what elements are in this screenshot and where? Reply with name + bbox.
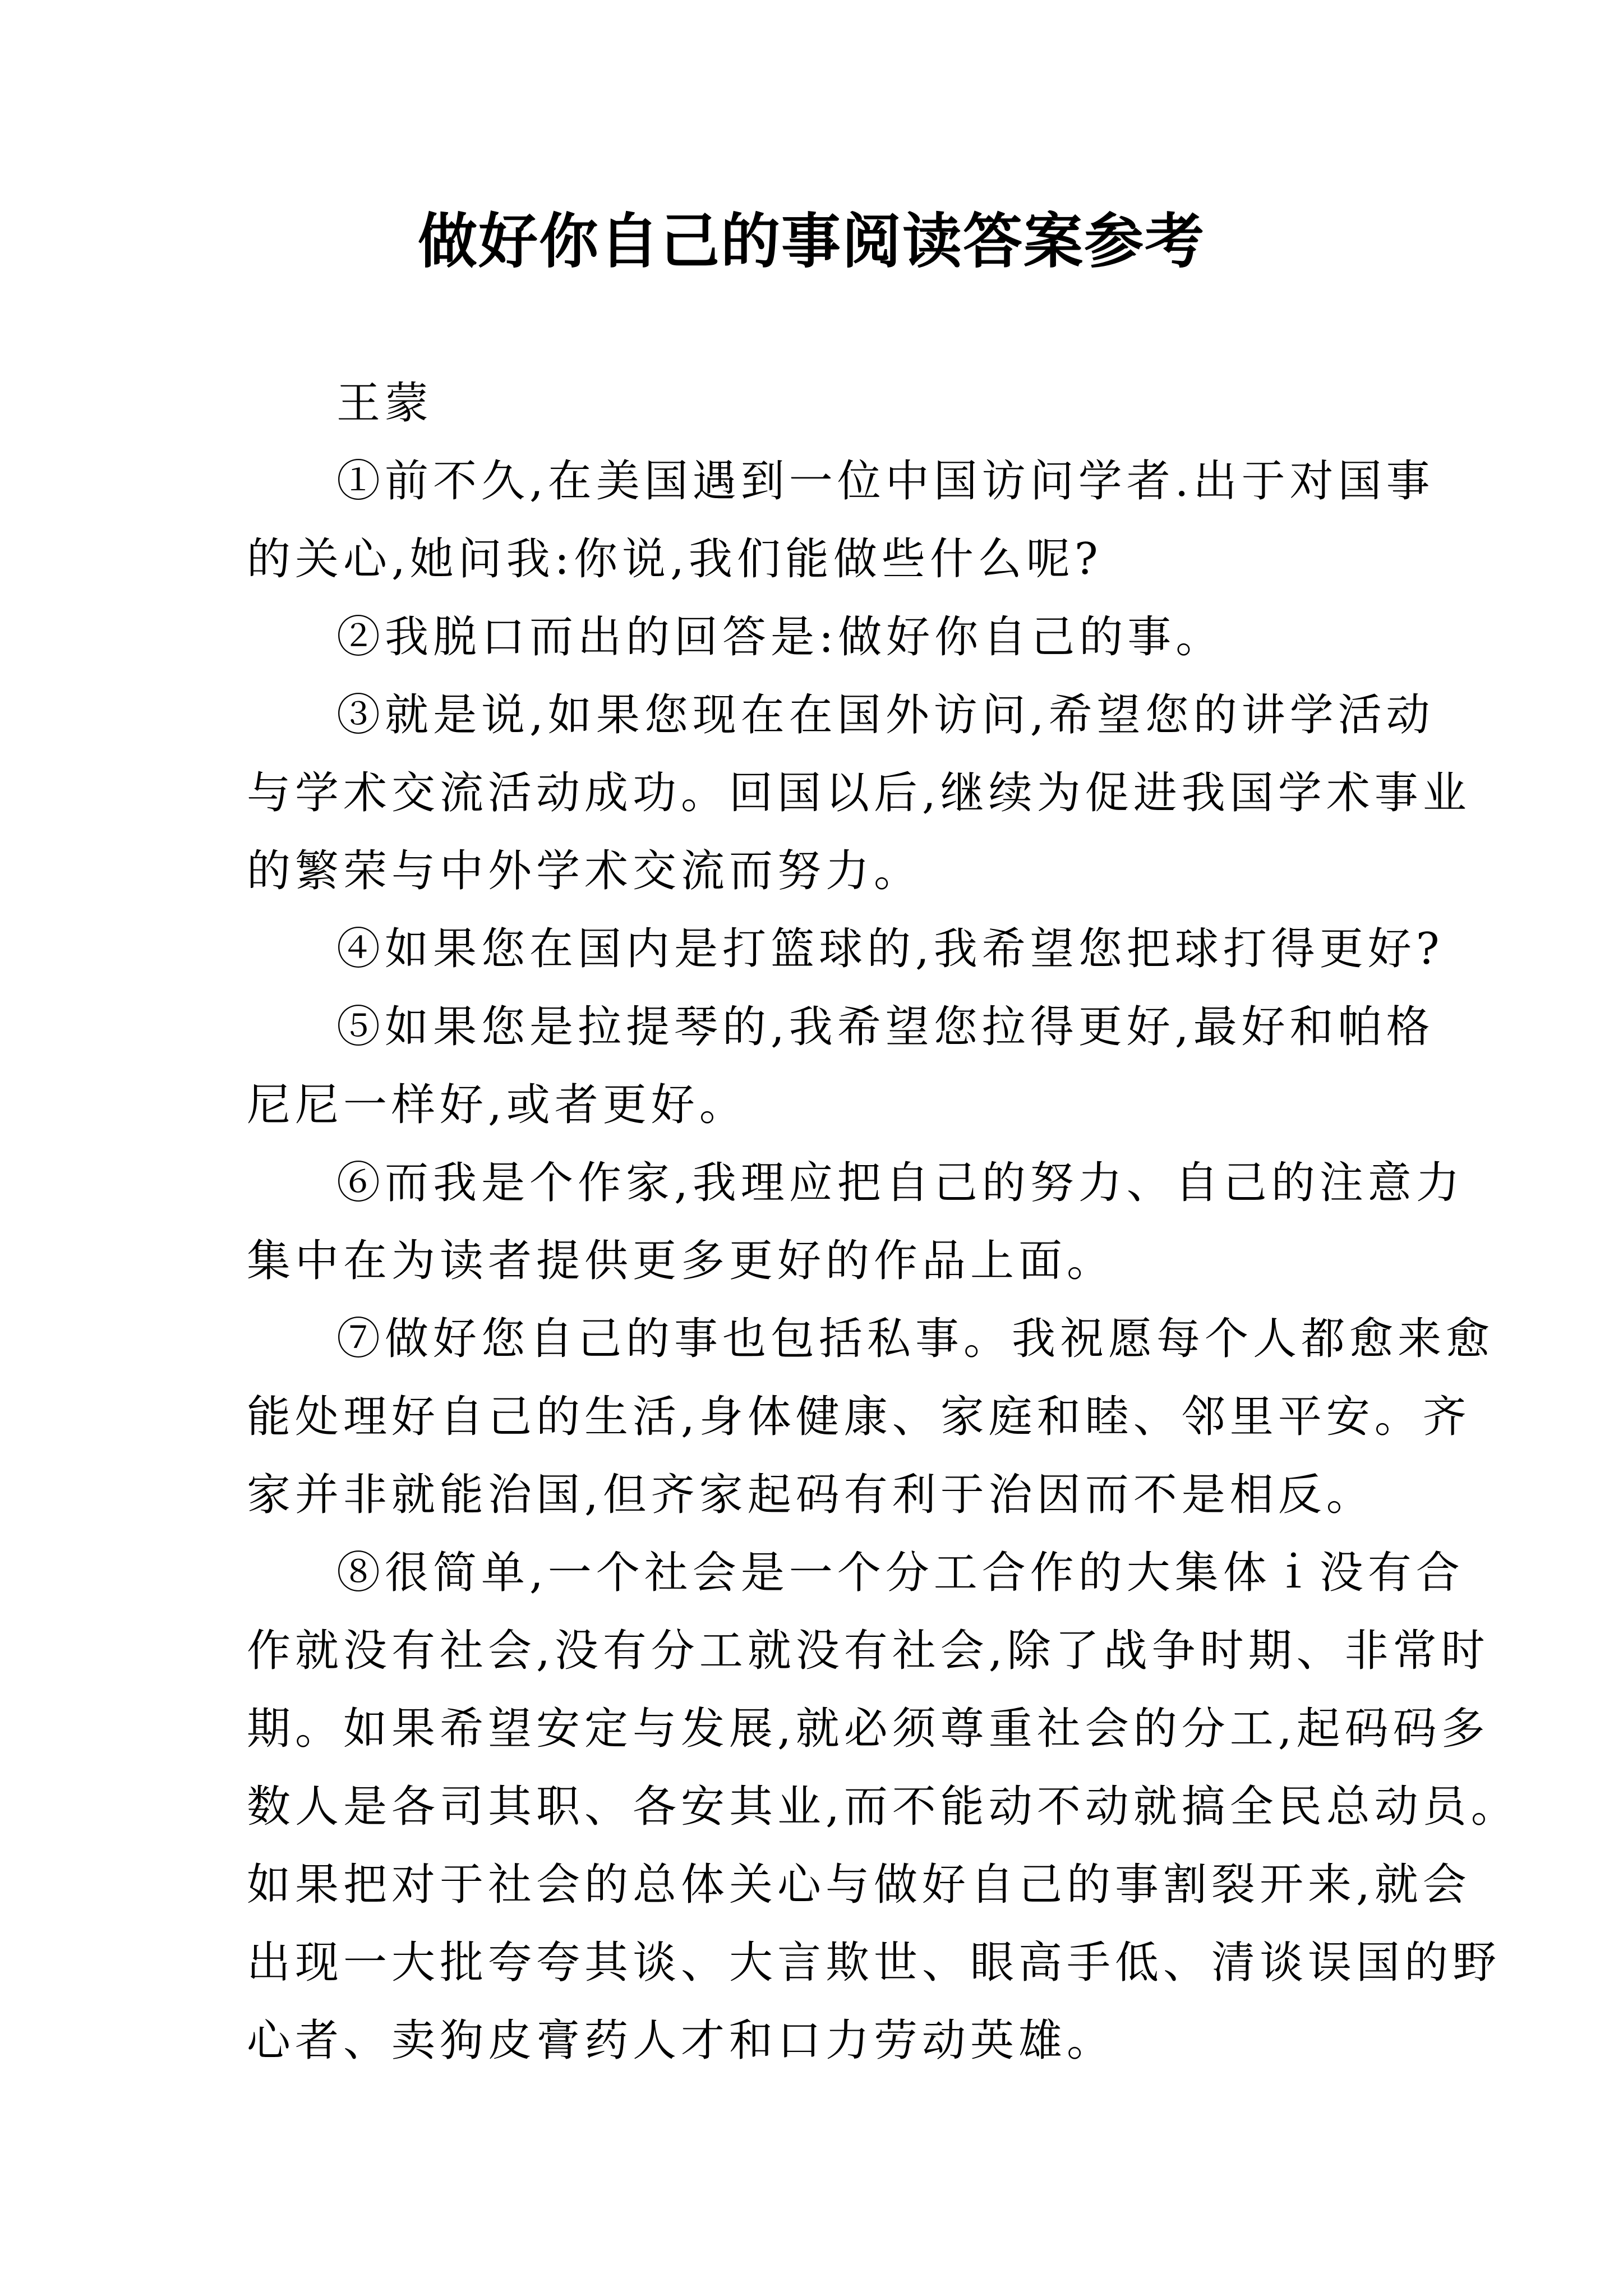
text-line: 的关心,她问我:你说,我们能做些什么呢?: [247, 534, 1103, 585]
text-line: 出现一大批夸夸其谈、大言欺世、眼高手低、清谈误国的野: [247, 1938, 1501, 1988]
text-line: 作就没有社会,没有分工就没有社会,除了战争时期、非常时: [247, 1626, 1490, 1676]
text-line: ①前不久,在美国遇到一位中国访问学者.出于对国事: [336, 456, 1435, 507]
text-line: 期。如果希望安定与发展,就必须尊重社会的分工,起码码多: [247, 1704, 1490, 1754]
text-line: 心者、卖狗皮膏药人才和口力劳动英雄。: [247, 2016, 1115, 2066]
article-body: [247, 365, 1519, 2080]
text-line: ⑧很简单,一个社会是一个分工合作的大集体ｉ没有合: [336, 1548, 1464, 1598]
text-line: 能处理好自己的生活,身体健康、家庭和睦、邻里平安。齐: [247, 1392, 1471, 1442]
text-line: 家并非就能治国,但齐家起码有利于治因而不是相反。: [247, 1470, 1375, 1520]
text-line: 的繁荣与中外学术交流而努力。: [247, 846, 923, 896]
text-line: ③就是说,如果您现在在国外访问,希望您的讲学活动: [336, 690, 1435, 740]
text-line: 数人是各司其职、各安其业,而不能动不动就搞全民总动员。: [247, 1782, 1519, 1832]
author-name: 王蒙: [336, 378, 434, 429]
text-line: ②我脱口而出的回答是:做好你自己的事。: [336, 612, 1224, 662]
document-title: 做好你自己的事阅读答案参考: [418, 206, 1205, 276]
text-line: ⑤如果您是拉提琴的,我希望您拉得更好,最好和帕格: [336, 1002, 1435, 1052]
text-line: ④如果您在国内是打篮球的,我希望您把球打得更好?: [336, 924, 1444, 974]
text-line: 如果把对于社会的总体关心与做好自己的事割裂开来,就会: [247, 1860, 1471, 1910]
text-line: 尼尼一样好,或者更好。: [247, 1080, 748, 1130]
text-line: 集中在为读者提供更多更好的作品上面。: [247, 1236, 1115, 1286]
text-line: 与学术交流活动成功。回国以后,继续为促进我国学术事业: [247, 768, 1471, 818]
text-line: ⑥而我是个作家,我理应把自己的努力、自己的注意力: [336, 1158, 1464, 1208]
text-line: ⑦做好您自己的事也包括私事。我祝愿每个人都愈来愈: [336, 1314, 1495, 1364]
